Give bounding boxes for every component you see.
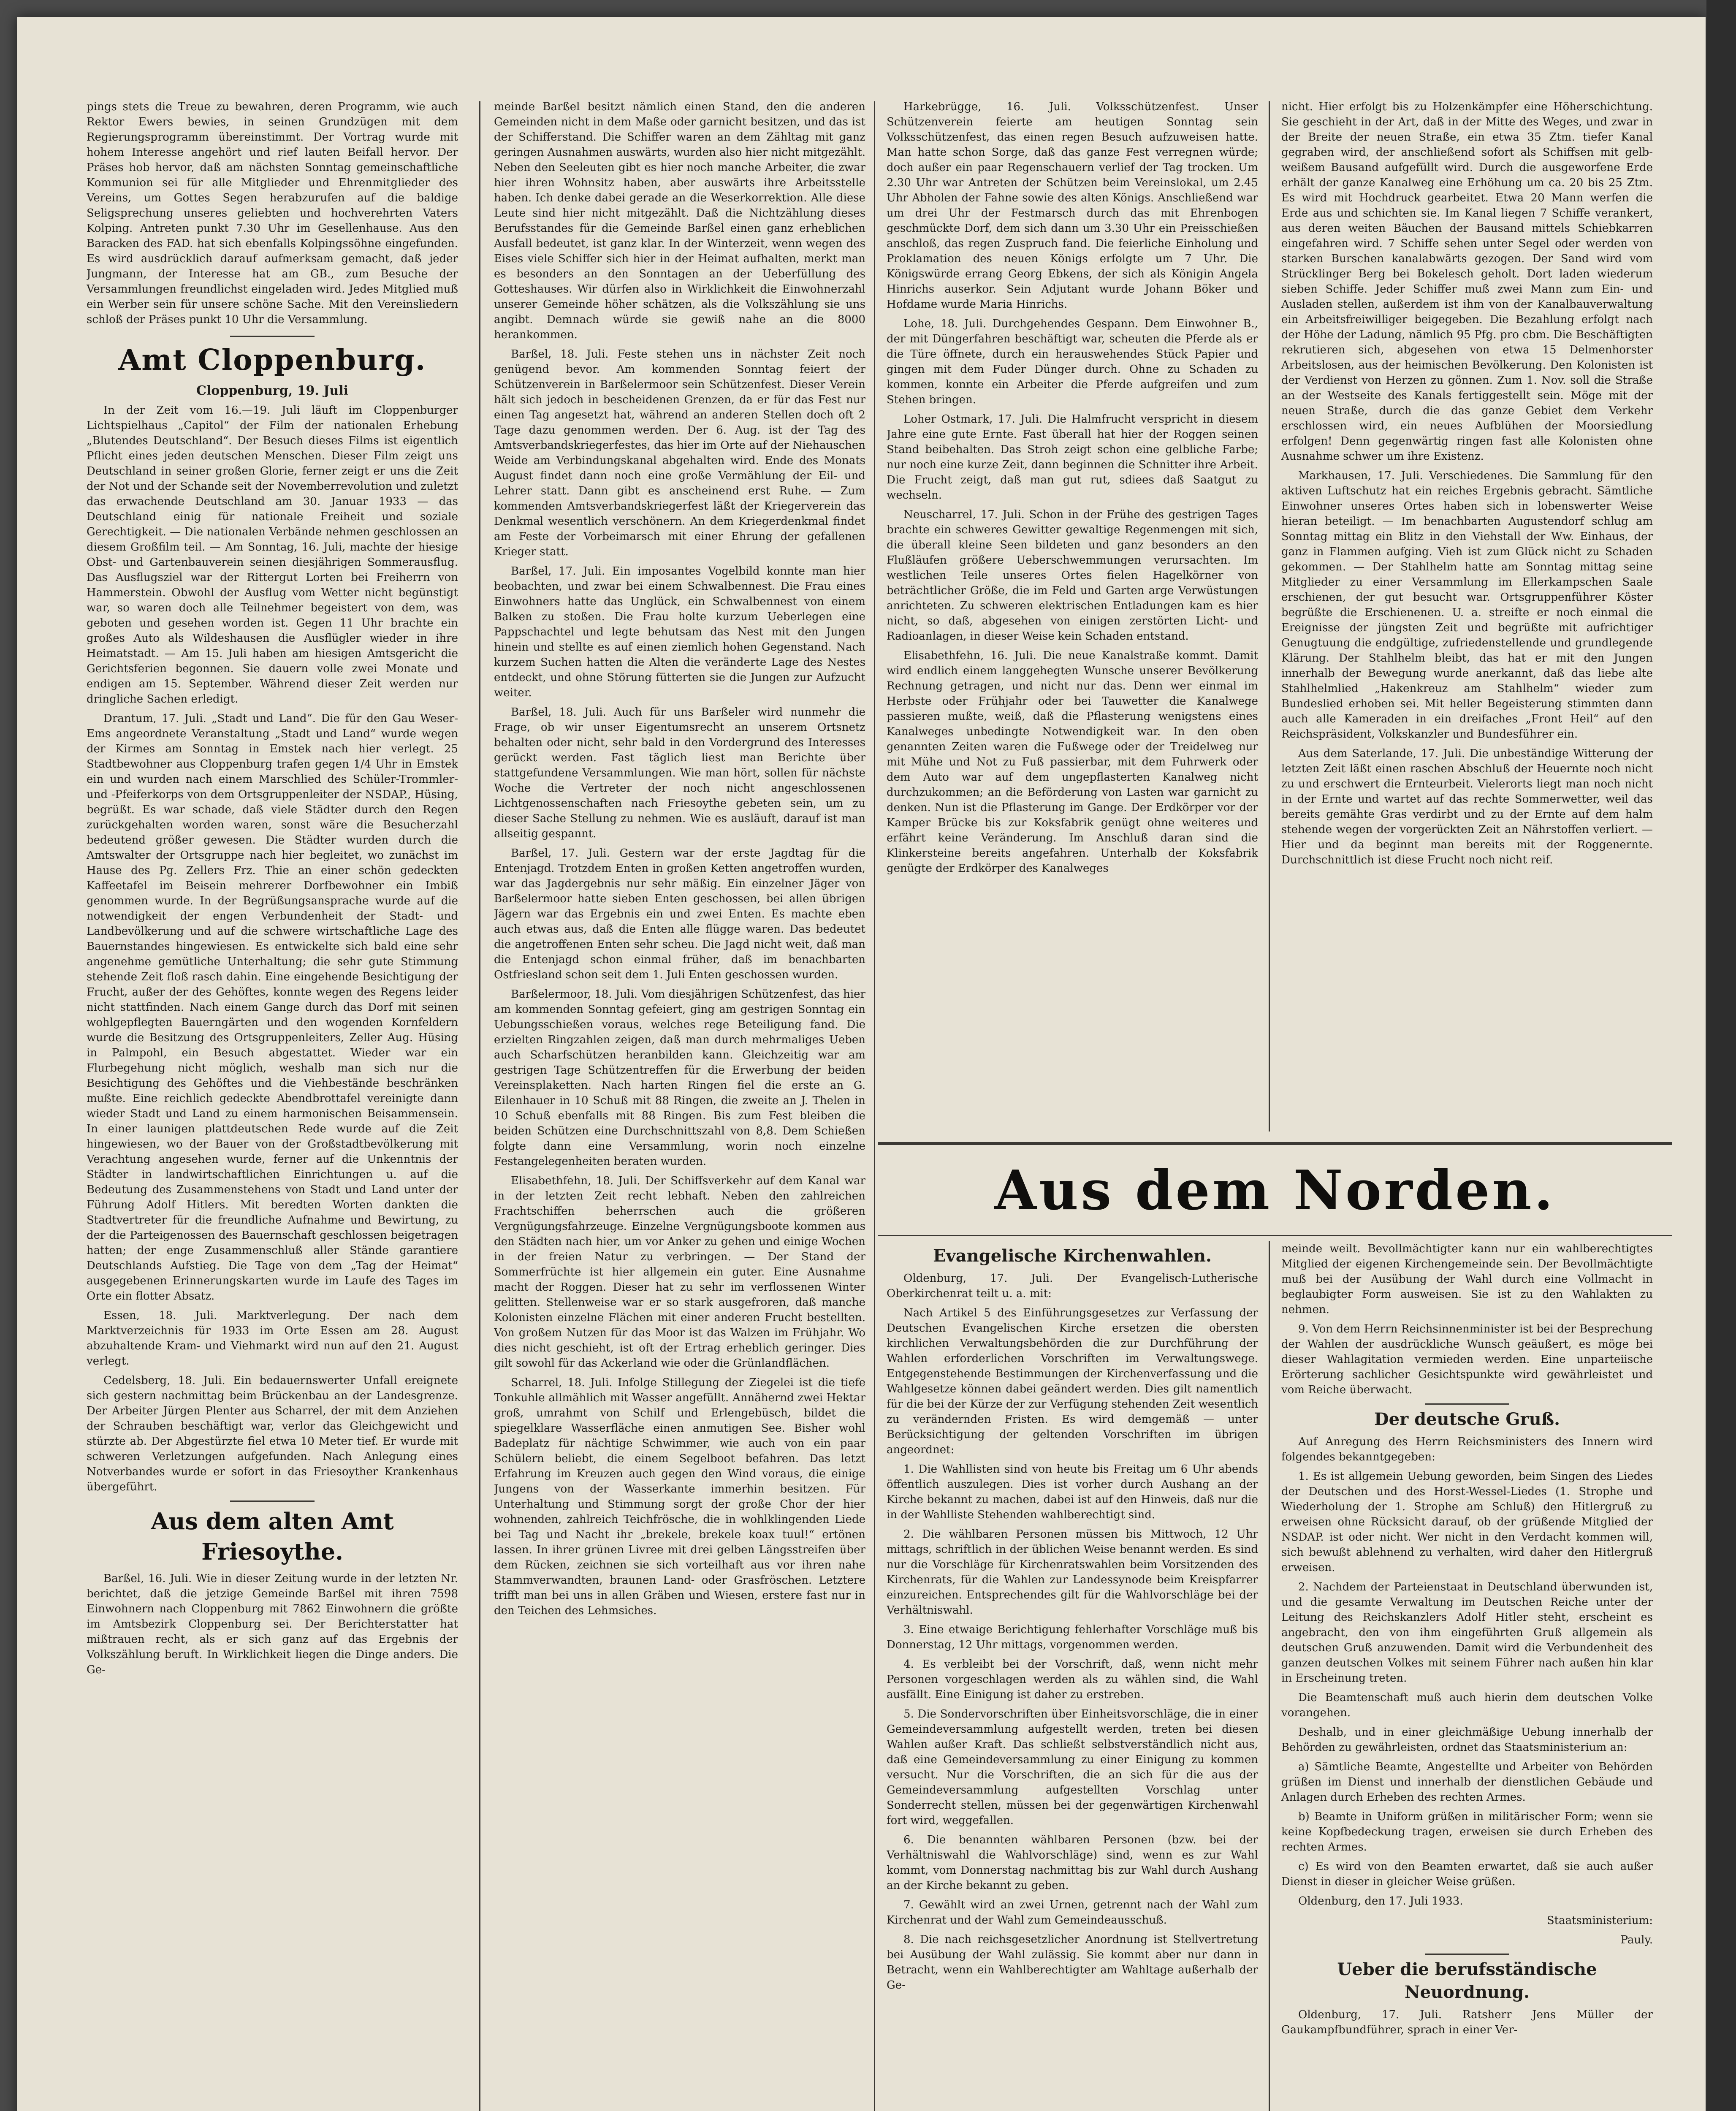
kirchenwahlen-item-3: 3. Eine etwaige Berichtigung fehlerhafter Vorschläge muß bis Donnerstag, 12 Uhr mittags, vorgenommen werden.: [887, 1623, 1258, 1651]
binding-edge: [1706, 0, 1736, 2111]
column-2: [494, 99, 865, 2111]
gruss-anordnung: Deshalb, und in einer gleichmäßige Uebung innerhalb der Behörden zu gewährleisten, ordnet das Staatsministerium an:: [1281, 1726, 1653, 1754]
article-kanalstrasse-cont: nicht. Hier erfolgt bis zu Holzenkämpfer eine Höherschichtung. Sie geschieht in der Art, daß in der Mitte des Weges, und zwar in der Breite der neuen Straße, ein etwa 35 Ztm. tiefer Kanal gegraben wird, der anschließend sofort als Schiffsen mit gelb-weißem Bausand aufgefüllt wird. Durch die ausgeworfene Erde erhält der ganze Kanalweg eine Erhöhung um ca. 20 bis 25 Ztm. Es wird mit Hochdruck gearbeitet. Etwa 20 Mann werfen die Erde aus und schichten sie. Im Kanal liegen 7 Schiffe verankert, aus deren weiten Bäuchen der Bausand mittels Schiebkarren eingefahren wird. 7 Schiffe sehen unter Segel oder werden von starken Burschen kanalabwärts gezogen. Der Sand wird vom Strücklinger Berg bei Bokelesch geholt. Dort laden wiederum sieben Schiffe. Jeder Schiffer muß zwei Mann zum Ein- und Ausladen stellen, außerdem ist ihm von der Kanalbauverwaltung ein Arbeitsfreiwilliger beigegeben. Die Bezahlung erfolgt nach der Höhe der Ladung, nämlich 95 Pfg. pro cbm. Die Beschäftigten rekrutieren sich, abgesehen von etwa 15 Delmenhorster Arbeitslosen, aus der heimischen Bevölkerung. Den Kolonisten ist der Verdienst von Herzen zu gönnen. Zum 1. Nov. soll die Straße an der Westseite des Kanals fertiggestellt sein. Möge mit der neuen Straße, durch die das ganze Gebiet dem Verkehr erschlossen wird, ein neues Aufblühen der Moorsiedlung erfolgen! Denn gegenwärtig ringen fast alle Kolonisten ohne Ausnahme schwer um ihre Existenz.: [1281, 100, 1653, 463]
article-elisabethfehn-1: Elisabethfehn, 18. Juli. Der Schiffsverkehr auf dem Kanal war in der letzten Zeit recht lebhaft. Neben den zahlreichen Frachtschiffen beherrschen auch die größeren Vergnügungsfahrzeuge. Einzelne Vergnügungsboote kommen aus den Städten nach hier, um vor Anker zu gehen und einige Wochen in der freien Natur zu verbringen. — Der Stand der Sommerfrüchte ist hier allgemein ein guter. Eine Ausnahme macht der Roggen. Dieser hat zu sehr im verflossenen Winter gelitten. Stellenweise war er so stark ausgefroren, daß manche Kolonisten einzelne Flächen mit einer anderen Frucht bestellten. Von großem Nutzen für das Moor ist das Walzen im Frühjahr. Wo dies nicht geschieht, ist oft der Ertrag erheblich geringer. Dies gilt sowohl für das Ackerland wie oder die Grünlandflächen.: [494, 1175, 865, 1370]
gruss-item-1: 1. Es ist allgemein Uebung geworden, beim Singen des Liedes der Deutschen und des Horst-Wessel-Liedes (1. Strophe und Wiederholung der 1. Strophe am Schluß) den Hitlergruß zu erweisen ohne Rücksicht darauf, ob der grüßende Mitglied der NSDAP. ist oder nicht. Wer nicht in den Verdacht kommen will, sich bewußt ablehnend zu verhalten, wird daher den Hitlergruß erweisen.: [1281, 1470, 1653, 1574]
article-scharrel: Scharrel, 18. Juli. Infolge Stillegung der Ziegelei ist die tiefe Tonkuhle allmählich mit Wasser angefüllt. Annähernd zwei Hektar groß, umrahmt von Schilf und Erlengebüsch, bildet die spiegelklare Wasserfläche einen anmutigen See. Bisher wohl Badeplatz für nächtige Schwimmer, wie auch von ein paar Schülern beliebt, die einem Segelboot befahren. Das letzt Erfahrung im Kreuzen auch gegen den Wind voraus, die einige Jungens von der Wasserkante immerhin besitzen. Für Unterhaltung und Stimmung sorgt der große Chor der hier wohnenden, zahlreich Teichfrösche, die in wohlklingenden Liede bei Tag und Nacht ihr „brekele, brekele koax tuul!“ ertönen lassen. In ihrer grünen Livree mit drei gelben Längsstreifen über dem Rücken, zeichnen sie sich vorteilhaft aus vor ihren nahe Stammverwandten, braunen Land- oder Grasfröschen. Letztere trifft man bei uns in allen Gräben und Wiesen, erstere fast nur in den Teichen des Lehmsiches.: [494, 1376, 865, 1617]
article-barssel-1: Barßel, 16. Juli. Wie in dieser Zeitung wurde in der letzten Nr. berichtet, daß die jetzige Gemeinde Barßel mit ihren 7598 Einwohnern nach Cloppenburg mit 7862 Einwohnern die größte im Amtsbezirk Cloppenburg sei. Der Berichterstatter hat mißtrauen recht, als er sich ganz auf das Ergebnis der Volkszählung beruft. In Wirklichkeit liegen die Dinge anders. Die Ge-: [87, 1572, 458, 1676]
gruss-item-c: c) Es wird von den Beamten erwartet, daß sie auch außer Dienst in dieser in gleicher Weise grüßen.: [1281, 1860, 1653, 1888]
kirchenwahlen-item-9: 9. Von dem Herrn Reichsinnenminister ist bei der Besprechung der Wahlen der ausdrückliche Wunsch geäußert, es möge bei dieser Wahlagitation vermieden werden. Eine unparteiische Erörterung sachlicher Gesichtspunkte wird gewährleistet und vom Reiche überwacht.: [1281, 1323, 1653, 1396]
article-kolping-end: pings stets die Treue zu bewahren, deren Programm, wie auch Rektor Ewers bewies, in seinen Grundzügen mit dem Regierungsprogramm übereinstimmt. Der Vortrag wurde mit hohem Interesse angehört und rief lauten Beifall hervor. Der Präses hob hervor, daß am nächsten Sonntag gemeinschaftliche Kommunion sei für alle Mitglieder und Ehrenmitglieder des Vereins, um Gottes Segen herabzurufen auf die baldige Seligsprechung unseres geliebten und hochverehrten Vaters Kolping. Antreten punkt 7.30 Uhr im Gesellenhause. Aus den Baracken des FAD. hat sich ebenfalls Kolpingssöhne eingefunden. Es wird ausdrücklich darauf aufmerksam gemacht, daß jeder Jungmann, der Interesse hat am GB., zum Besuche der Versammlungen freundlichst eingeladen wird. Jedes Mitglied muß ein Werber sein für unsere schöne Sache. Mit den Vereinsliedern schloß der Präses punkt 10 Uhr die Versammlung.: [87, 100, 458, 326]
section-amt-cloppenburg: Amt Cloppenburg.: [118, 343, 426, 377]
column-rule: [479, 101, 480, 2111]
headline-deutsche-gruss: Der deutsche Gruß.: [1374, 1409, 1560, 1429]
article-markhausen: Markhausen, 17. Juli. Verschiedenes. Die Sammlung für den aktiven Luftschutz hat ein reiches Ergebnis gebracht. Sämtliche Einwohner unseres Ortes haben sich in lobenswerter Weise hieran beteiligt. — Im benachbarten Augustendorf schlug am Sonntag mittag ein Blitz in den Viehstall der Ww. Einhaus, der ganz in Flammen aufging. Vieh ist zum Glück nicht zu Schaden gekommen. — Der Stahlhelm hatte am Sonntag mittag seine Mitglieder zu einer Versammlung im Ellerkampschen Saale erschienen, der gut besucht war. Ortsgruppenführer Köster begrüßte die Erschienenen. U. a. streifte er noch einmal die Ereignisse der jüngsten Zeit und begrüßte mit aufrichtiger Genugtuung die endgültige, zufriedenstellende und grundlegende Klärung. Der Stahlhelm bleibt, das hat er mit den Jungen innerhalb der Bewegung wurde anerkannt, daß das liebe alte Stahlhelmlied „Hakenkreuz am Stahlhelm“ wieder zum Bundeslied erhoben sei. Mit heller Begeisterung stimmten dann auch alle Kameraden in ein dreifaches „Front Heil“ auf den Reichspräsident, Volkskanzler und Bundesführer ein.: [1281, 469, 1653, 741]
article-lohe: Lohe, 18. Juli. Durchgehendes Gespann. Dem Einwohner B., der mit Düngerfahren beschäftigt war, scheuten die Pferde als er die Türe öffnete, durch ein herauswehendes Stück Papier und gingen mit dem Fuder Dünger durch. Ohne zu Schaden zu kommen, konnte ein Arbeiter die Pferde aufgreifen und zum Stehen bringen.: [887, 317, 1258, 406]
section-amt-friesoythe: Aus dem alten Amt Friesoythe.: [151, 1508, 394, 1565]
gruss-signer: Pauly.: [1620, 1934, 1653, 1946]
column-3: [887, 99, 1258, 1134]
article-neuscharrel: Neuscharrel, 17. Juli. Schon in der Frühe des gestrigen Tages brachte ein schweres Gewitter gewaltige Regenmengen mit sich, die überall kleine Seen bildeten und ganz besonders an den Flußläufen größere Ueberschwemmungen verursachten. Im westlichen Teile unseres Ortes fielen Hagelkörner von beträchtlicher Größe, die im Feld und Garten arge Verwüstungen anrichteten. Zu schweren elektrischen Entladungen kam es hier nicht, so daß, abgesehen von einigen zerstörten Licht- und Radioanlagen, in dieser Weise kein Schaden entstand.: [887, 508, 1258, 643]
dateline-cloppenburg: Cloppenburg, 19. Juli: [196, 383, 349, 398]
kirchenwahlen-item-5: 5. Die Sondervorschriften über Einheitsvorschläge, die in einer Gemeindeversammlung aufgestellt werden, treten bei diesen Wahlen außer Kraft. Das schließt selbstverständlich nicht aus, daß eine Gemeindeversammlung zu einer Einigung zu kommen versucht. Nur die Vorschriften, die an sich für die aus der Gemeindeversammlung aufgestellten Vorschlag unter Sonderrecht stellen, müssen bei der gegenwärtigen Kirchenwahl fort wird, weggefallen.: [887, 1708, 1258, 1827]
article-cedelsberg: Cedelsberg, 18. Juli. Ein bedauernswerter Unfall ereignete sich gestern nachmittag beim Brückenbau an der Landesgrenze. Der Arbeiter Jürgen Plenter aus Scharrel, der mit dem Anziehen der Schrauben beschäftigt war, verlor das Gleichgewicht und stürzte ab. Der Abgestürzte fiel etwa 10 Meter tief. Er wurde mit schweren Verletzungen aufgefunden. Nach Anlegung eines Notverbandes wurde er sofort in das Friesoyther Krankenhaus übergeführt.: [87, 1374, 458, 1493]
column-rule: [874, 101, 875, 2111]
article-cloppenburg: In der Zeit vom 16.—19. Juli läuft im Cloppenburger Lichtspielhaus „Capitol“ der Film der nationalen Erhebung „Blutendes Deutschland“. Der Besuch dieses Films ist eigentlich Pflicht eines jeden deutschen Menschen. Dieser Film zeigt uns Deutschland in seiner großen Glorie, ferner zeigt er uns die Zeit der Not und der Schande seit der Novemberrevolution und zuletzt das erwachende Deutschland am 30. Januar 1933 — das Deutschland einig für nationale Freiheit und soziale Gerechtigkeit. — Die nationalen Verbände nehmen geschlossen an diesem Großfilm teil. — Am Sonntag, 16. Juli, machte der hiesige Obst- und Gartenbauverein seinen diesjährigen Sommerausflug. Das Ausflugsziel war der Rittergut Lorten bei Freiherrn von Hammerstein. Obwohl der Ausflug vom Wetter nicht begünstigt war, so waren doch alle Teilnehmer begeistert von dem, was geboten und gesehen worden ist. Gegen 11 Uhr brachte ein großes Auto als Wildeshausen die Ausflügler wieder in ihre Heimatstadt. — Am 15. Juli haben am hiesigen Amtsgericht die Gerichtsferien begonnen. Sie dauern volle zwei Monate und endigen am 15. September. Während dieser Zeit werden nur dringliche Sachen erledigt.: [87, 404, 458, 705]
gruss-item-b: b) Beamte in Uniform grüßen in militärischer Form; wenn sie keine Kopfbedeckung tragen, erweisen sie durch Erheben des rechten Armes.: [1281, 1810, 1653, 1853]
gruss-date: Oldenburg, den 17. Juli 1933.: [1298, 1895, 1463, 1907]
article-barssel-ortsnetz: Barßel, 18. Juli. Auch für uns Barßeler wird nunmehr die Frage, ob wir unser Eigentumsrecht an unserem Ortsnetz behalten oder nicht, sehr bald in den Vordergrund des Interesses gerückt werden. Fast täglich liest man Berichte über stattgefundene Versammlungen. Wie man hört, sollen für nächste Woche die Vertreter der noch nicht angeschlossenen Lichtgenossenschaften nach Friesoythe gebeten sein, um zu dieser Sache Stellung zu nehmen. Wie es ausläuft, darauf ist man allseitig gespannt.: [494, 706, 865, 840]
headline-kirchenwahlen: Evangelische Kirchenwahlen.: [933, 1246, 1212, 1266]
article-barssel-vogelbild: Barßel, 17. Juli. Ein imposantes Vogelbild konnte man hier beobachten, und zwar bei einem Schwalbennest. Die Frau eines Einwohners hatte das Unglück, ein Schwalbennest von einem Balken zu stoßen. Die Frau holte kurzum Ueberlegen eine Pappschachtel und legte behutsam das Nest mit den Jungen hinein und stellte es auf einen ziemlich hohen Gegenstand. Nach kurzem Suchen hatten die Alten die veränderte Lage des Nestes entdeckt, und ohne Störung fütterten sie die Jungen zur Aufzucht weiter.: [494, 565, 865, 699]
article-saterland: Aus dem Saterlande, 17. Juli. Die unbeständige Witterung der letzten Zeit läßt einen raschen Abschluß der Heuernte noch nicht zu und erschwert die Ernteurbeit. Vielerorts liegt man noch nicht in der Ernte und wartet auf das rechte Sommerwetter, weil das bereits gemähte Gras verdirbt und zu der Ernte auf dem halm stehende wegen der vorgerückten Zeit an Nährstoffen verliert. — Hier und da beginnt man bereits mit der Roggenernte. Durchschnittlich ist diese Frucht noch nicht reif.: [1281, 747, 1653, 866]
article-kirchenwahlen-intro: Oldenburg, 17. Juli. Der Evangelisch-Lutherische Oberkirchenrat teilt u. a. mit:: [887, 1272, 1258, 1300]
article-barssel-feste: Barßel, 18. Juli. Feste stehen uns in nächster Zeit noch genügend bevor. Am kommenden Sonntag feiert der Schützenverein in Barßelermoor sein Schützenfest. Dieser Verein hält sich jedoch in bescheidenen Grenzen, da er für das Fest nur einen Tag angesetzt hat, während an anderen Stellen doch oft 2 Tage dazu genommen werden. Der 6. Aug. ist der Tag des Amtsverbandskriegerfestes, das hier im Orte auf der Niehauschen Weide am Verbindungskanal abgehalten wird. Ende des Monats August findet dann noch eine große Vermählung der Eil- und Lehrer statt. Dann gibt es anscheinend erst Ruhe. — Zum kommenden Amtsverbandskriegerfest läßt der Kriegerverein das Denkmal wesentlich verschönern. An dem Kriegerdenkmal findet am Feste der Vorbeimarsch mit einer Ehrung der gefallenen Krieger statt.: [494, 348, 865, 558]
kirchenwahlen-item-2: 2. Die wählbaren Personen müssen bis Mittwoch, 12 Uhr mittags, schriftlich in der üblichen Weise benannt werden. Es sind nur die Vorschläge für Kirchenratswahlen beim Vorsitzenden des Kirchenrats, für die Wahlen zur Landessynode beim Kreispfarrer einzureichen. Entsprechendes gilt für die Wahlvorschläge bei der Verhältniswahl.: [887, 1528, 1258, 1617]
column-rule: [1269, 1241, 1270, 2111]
divider: [1425, 1403, 1509, 1405]
kirchenwahlen-cont: meinde weilt. Bevollmächtigter kann nur ein wahlberechtigtes Mitglied der eigenen Kirchengemeinde sein. Der Bevollmächtigte muß bei der Ausübung der Wahl durch eine Vollmacht in beglaubigter Form ausweisen. Sie ist zu den Wahlakten zu nehmen.: [1281, 1243, 1653, 1316]
article-barssel-jagd: Barßel, 17. Juli. Gestern war der erste Jagdtag für die Entenjagd. Trotzdem Enten in großen Ketten angetroffen wurden, war das Jagdergebnis nur sehr mäßig. Ein einzelner Jäger von Barßelermoor hatte sieben Enten geschossen, bei allen übrigen Jägern war das Ergebnis ein und zwei Enten. Es machte eben auch etwas aus, daß die Enten alle flügge waren. Das bedeutet die angetroffenen Enten sehr scheu. Die Jagd nicht weit, daß man die Entenjagd schon einmal früher, daß im benachbarten Ostfriesland schon seit dem 1. Juli Enten geschossen wurden.: [494, 847, 865, 981]
column-6: [1281, 1241, 1653, 2111]
gruss-intro: Auf Anregung des Herrn Reichsministers des Innern wird folgendes bekanntgegeben:: [1281, 1435, 1653, 1463]
gruss-ministry: Staatsministerium:: [1546, 1914, 1653, 1927]
gruss-item-2: 2. Nachdem der Parteienstaat in Deutschland überwunden ist, und die gesamte Verwaltung im Deutschen Reiche unter der Leitung des Reichskanzlers Adolf Hitler steht, erscheint es angebracht, den von ihm eingeführten Gruß allgemein als deutschen Gruß anzuwenden. Damit wird die Verbundenheit des ganzen deutschen Volkes mit seinem Führer nach außen hin klar in Erscheinung treten.: [1281, 1581, 1653, 1685]
divider: [230, 1500, 315, 1502]
section-banner: Aus dem Norden.: [994, 1159, 1556, 1222]
headline-neuordnung: Ueber die berufsständische Neuordnung.: [1337, 1959, 1597, 2002]
article-barssel-1-cont: meinde Barßel besitzt nämlich einen Stand, den die anderen Gemeinden nicht in dem Maße oder garnicht besitzen, und das ist der Schifferstand. Die Schiffer waren an dem Zähltag mit ganz geringen Ausnahmen auswärts, wurden also hier nicht mitgezählt. Neben den Seeleuten gibt es hier noch manche Arbeiter, die zwar hier ihren Wohnsitz haben, aber auswärts ihre Arbeitsstelle haben. Ich denke dabei gerade an die Weserkorrektion. Alle diese Leute sind hier nicht mitgezählt. Daß die Nichtzählung dieses Berufsstandes für die Gemeinde Barßel einen ganz erheblichen Ausfall bedeutet, ist ganz klar. In der Winterzeit, wenn wegen des Eises viele Schiffer sich hier in der Heimat aufhalten, merkt man es besonders an den Sonntagen an der Ueberfüllung des Gotteshauses. Wir dürfen also in Wirklichkeit die Einwohnerzahl unserer Gemeinde höher schätzen, als die Volkszählung sie uns angibt. Demnach würde sie gewiß nahe an die 8000 herankommen.: [494, 100, 865, 341]
divider: [1425, 1954, 1509, 1955]
kirchenwahlen-item-7: 7. Gewählt wird an zwei Urnen, getrennt nach der Wahl zum Kirchenrat und der Wahl zum Gemeindeausschuß.: [887, 1899, 1258, 1926]
article-harkebruegge: Harkebrügge, 16. Juli. Volksschützenfest. Unser Schützenverein feierte am heutigen Sonntag sein Volksschützenfest, das einen regen Besuch aufzuweisen hatte. Man hatte schon Sorge, daß das ganze Fest verregnen würde; doch außer ein paar Regenschauern verlief der Tag trocken. Um 2.30 Uhr war Antreten der Schützen beim Vereinslokal, um 2.45 Uhr Abholen der Fahne sowie des alten Königs. Anschließend war um drei Uhr der Festmarsch durch das mit Ehrenbogen geschmückte Dorf, dem sich dann um 3.30 Uhr ein Preisschießen anschloß, das regen Zuspruch fand. Die feierliche Einholung und Proklamation des neuen Königs erfolgte um 7 Uhr. Die Königswürde errang Georg Ebkens, der sich als Königin Angela Hinrichs auserkor. Sein Adjutant wurde Johann Böker und Hofdame wurde Maria Hinrichs.: [887, 100, 1258, 311]
article-neuordnung: Oldenburg, 17. Juli. Ratsherr Jens Müller der Gaukampfbundführer, sprach in einer Ver-: [1281, 2008, 1653, 2036]
article-essen: Essen, 18. Juli. Marktverlegung. Der nach dem Marktverzeichnis für 1933 im Orte Essen am 28. August abzuhaltende Kram- und Viehmarkt wird nun auf den 21. August verlegt.: [87, 1309, 458, 1368]
gruss-item-a: a) Sämtliche Beamte, Angestellte und Arbeiter von Behörden grüßen im Dienst und innerhalb der dienstlichen Gebäude und Anlagen durch Erheben des rechten Armes.: [1281, 1761, 1653, 1804]
banner-rule-top: [878, 1142, 1672, 1145]
column-4: [1281, 99, 1653, 1134]
divider: [230, 336, 315, 337]
column-rule: [1269, 101, 1270, 1131]
article-kirchenwahlen-text: Nach Artikel 5 des Einführungsgesetzes zur Verfassung der Deutschen Evangelischen Kirche ersetzen die obersten kirchlichen Verwaltungsbehörden die zur Durchführung der Wahlen erforderlichen Vorschriften im Verwaltungswege. Entgegenstehende Bestimmungen der Kirchenverfassung und die Wahlgesetze können dabei geändert werden. Dies gilt namentlich für die bei der Kürze der zur Verfügung stehenden Zeit wesentlich zu verändernden Fristen. Es wird demgemäß — unter Berücksichtigung der geltenden Vorschriften im übrigen angeordnet:: [887, 1307, 1258, 1456]
kirchenwahlen-item-1: 1. Die Wahllisten sind von heute bis Freitag um 6 Uhr abends öffentlich auszulegen. Dies ist vorher durch Aushang an der Kirche bekannt zu machen, dabei ist auf den Hinweis, daß nur die in der Wahlliste Stehenden wahlberechtigt sind.: [887, 1463, 1258, 1521]
article-elisabethfehn-kanalstrasse: Elisabethfehn, 16. Juli. Die neue Kanalstraße kommt. Damit wird endlich einem langgehegten Wunsche unserer Bevölkerung Rechnung getragen, und nicht nur das. Denn wer einmal im Herbste oder Frühjahr oder bei Tauwetter die Kanalwege passieren mußte, weiß, daß die Pflasterung wenigstens eines Kanalweges unbedingte Notwendigkeit war. In den oben genannten Zeiten waren die Fußwege oder der Treidelweg nur mit Mühe und Not zu Fuß passierbar, mit dem Fuhrwerk oder dem Auto war auf dem ungepflasterten Kanalweg nicht durchzukommen; an die Beförderung von Lasten war garnicht zu denken. Nun ist die Pflasterung im Gange. Der Erdkörper vor der Kamper Brücke bis zur Koksfabrik genügt ohne weiteres und erfährt keine Veränderung. Im Anschluß daran sind die Klinkersteine bereits angefahren. Unterhalb der Koksfabrik genügte der Erdkörper des Kanalweges: [887, 649, 1258, 875]
column-5: [887, 1241, 1258, 2111]
article-drantum: Drantum, 17. Juli. „Stadt und Land“. Die für den Gau Weser-Ems angeordnete Veranstaltung „Stadt und Land“ wurde wegen der Kirmes am Sonntag in Emstek nach hier verlegt. 25 Stadtbewohner aus Cloppenburg trafen gegen 1/4 Uhr in Emstek ein und wurden nach einem Marschlied des Schüler-Trommler- und -Pfeiferkorps von dem Ortsgruppenleiter der NSDAP., Hüsing, begrüßt. Es war schade, daß viele Städter durch den Regen zurückgehalten worden waren, sonst wäre die Besucherzahl bedeutend größer gewesen. Die Städter wurden durch die Amtswalter der Ortsgruppe nach hier begleitet, wo zunächst im Hause des Pg. Zellers Frz. Thie an einer schön gedeckten Kaffeetafel im Beisein mehrerer Dorfbewohner ein Imbiß genommen wurde. In der Begrüßungsansprache wurde auf die notwendigkeit der engen Verbundenheit der Stadt- und Landbevölkerung und auf die schwere wirtschaftliche Lage des Bauernstandes hingewiesen. Es entwickelte sich bald eine sehr angenehme gemütliche Unterhaltung; die sehr gute Stimmung stehende Zeit floß rasch dahin. Eine eingehende Besichtigung der Frucht, außer der des Gehöftes, konnte wegen des Regens leider nicht stattfinden. Nach einem Gange durch das Dorf mit seinen wohlgepflegten Bauerngärten und den wogenden Kornfeldern wurde die Besitzung des Ortsgruppenleiters, Zeller Aug. Hüsing in Palmpohl, ein Besuch abgestattet. Wieder war ein Flurbegehung nicht möglich, weshalb man sich nur die Besichtigung des Gehöftes und die Viehbestände beschränken mußte. Eine reichlich gedeckte Abendbrottafel vereinigte dann wieder Stadt und Land zu einem harmonischen Beisammensein. In einer launigen plattdeutschen Rede wurde auf die Zeit hingewiesen, wo der Bauer von der Großstadtbevölkerung mit Verachtung angesehen wurde, ferner auf die Unkenntnis der Städter in landwirtschaftlichen Einrichtungen u. auf die Bedeutung des Zusammenstehens von Stadt und Land unter der Führung Adolf Hitlers. Mit beredten Worten dankten die Stadtvertreter für die freundliche Aufnahme und Bewirtung, zu der die Parteigenossen des Bauernschaft geschlossen beigetragen hatten; der enge Zusammenschluß aller Stände garantiere Deutschlands Aufstieg. Die Tage von dem „Tag der Heimat“ ausgegebenen Erinnerungskarten wurde im Laufe des Tages im Orte ein flotter Absatz.: [87, 712, 458, 1302]
banner-rule-bottom: [878, 1235, 1672, 1236]
article-loher-ostmark: Loher Ostmark, 17. Juli. Die Halmfrucht verspricht in diesem Jahre eine gute Ernte. Fast überall hat hier der Roggen seinen Stand beibehalten. Das Stroh zeigt schon eine gelbliche Farbe; nur noch eine kurze Zeit, dann beginnen die Schnitter ihre Arbeit. Die Frucht zeigt, daß man gut rut, sdiees daß Saatgut zu wechseln.: [887, 413, 1258, 502]
kirchenwahlen-item-4: 4. Es verbleibt bei der Vorschrift, daß, wenn nicht mehr Personen vorgeschlagen werden als zu wählen sind, die Wahl ausfällt. Eine Einigung ist daher zu erstreben.: [887, 1658, 1258, 1701]
column-1: [87, 99, 458, 2111]
newspaper-page: [17, 17, 1706, 2111]
gruss-beamtenschaft: Die Beamtenschaft muß auch hierin dem deutschen Volke vorangehen.: [1281, 1691, 1653, 1719]
article-barsselermoor: Barßelermoor, 18. Juli. Vom diesjährigen Schützenfest, das hier am kommenden Sonntag gefeiert, ging am gestrigen Sonntag ein Uebungsschießen voraus, welches rege Beteiligung fand. Die erzielten Ringzahlen zeigen, daß man durch mehrmaliges Ueben auch Scharfschützen heranbilden kann. Gleichzeitig war am gestrigen Tage Schützentreffen für die Erwerbung der beiden Vereinsplaketten. Nach harten Ringen fiel die erste an G. Eilenhauer in 10 Schuß mit 88 Ringen, die zweite an J. Thelen in 10 Schuß ebenfalls mit 88 Ringen. Bis zum Fest bleiben die beiden Schützen eine Durchschnittszahl von 8,8. Dem Schießen folgte dann eine Versammlung, worin noch einzelne Festangelegenheiten beraten wurden.: [494, 988, 865, 1168]
kirchenwahlen-item-6: 6. Die benannten wählbaren Personen (bzw. bei der Verhältniswahl die Wahlvorschläge) sind, wenn es zur Wahl kommt, vom Donnerstag nachmittag bis zur Wahl durch Aushang an der Kirche bekannt zu geben.: [887, 1834, 1258, 1892]
kirchenwahlen-item-8: 8. Die nach reichsgesetzlicher Anordnung ist Stellvertretung bei Ausübung der Wahl zulässig. Sie kommt aber nur dann in Betracht, wenn ein Wahlberechtigter am Wahltage außerhalb der Ge-: [887, 1933, 1258, 1992]
